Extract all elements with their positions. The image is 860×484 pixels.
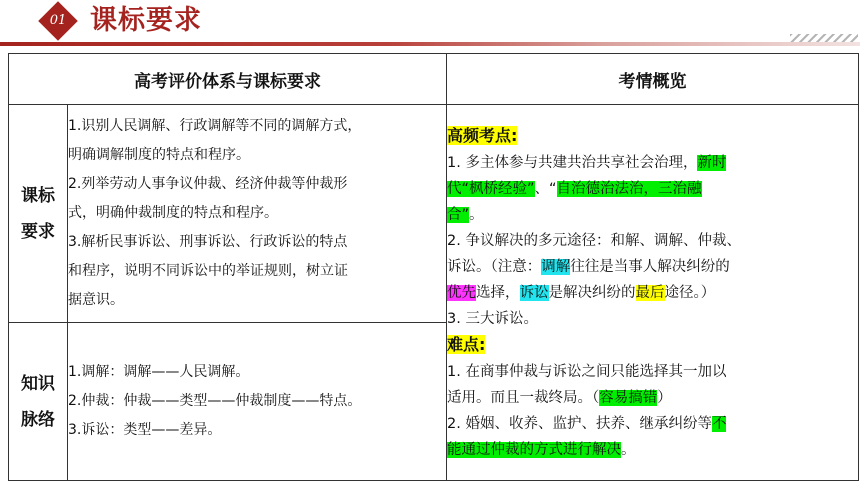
content-line: 2.列举劳动人事争议仲裁、经济仲裁等仲裁形 [68,176,348,192]
section-number: 01 [49,13,67,28]
highlight-yellow: 最后 [635,284,665,301]
overview-text: 1. 在商事仲裁与诉讼之间只能选择其一加以 [447,363,727,380]
content-line: 1.调解：调解——人民调解。 [68,364,250,380]
content-line: 1.识别人民调解、行政调解等不同的调解方式， [68,118,362,134]
overview-text: 2. 争议解决的多元途径：和解、调解、仲裁、 [447,232,741,249]
highlight-green: 代“枫桥经验” [447,180,535,197]
overview-content [447,105,859,481]
overview-text: 往往是当事人解决纠纷的 [570,258,730,275]
col2-header: 考情概览 [447,54,859,105]
header-rule [0,42,860,46]
row-label-line: 课标 [21,185,55,206]
curriculum-content [68,105,447,323]
overview-text: 诉讼。（注意： [447,258,542,275]
row-label-line: 要求 [21,221,55,242]
knowledge-content [68,323,447,481]
content-line: 明确调解制度的特点和程序。 [68,147,250,163]
row-label-line: 脉络 [21,409,55,430]
table-header-row [9,54,859,105]
highlight-green: 容易搞错 [599,389,658,406]
highlight-green: 能通过仲裁的方式进行解决 [447,441,621,458]
row-label-knowledge [9,323,68,481]
requirements-table [8,53,859,481]
page-title: 课标要求 [90,5,202,36]
overview-text: 3. 三大诉讼。 [447,310,538,327]
content-line: 式，明确仲裁制度的特点和程序。 [68,205,278,221]
content-line: 和程序，说明不同诉讼中的举证规则，树立证 [68,263,348,279]
highlight-magenta: 优先 [447,284,476,301]
content-line: 3.诉讼：类型——差异。 [68,422,222,438]
overview-text: 。 [621,441,636,458]
overview-text: 选择， [476,284,520,301]
highlight-cyan: 诉讼 [519,284,549,301]
overview-text: 、“ [534,180,557,197]
highlight-cyan: 调解 [541,258,571,275]
row-label-curriculum [9,105,68,323]
highlight-green: 新时 [697,154,727,171]
overview-text: 2. 婚姻、收养、监护、扶养、继承纠纷等 [447,415,712,432]
overview-text: 。 [469,206,484,223]
row-label-line: 知识 [21,373,55,394]
slide-header [0,0,860,46]
highlight-green: 自治德治法治，三治融 [556,180,702,197]
table-row [9,105,859,323]
col1-header: 高考评价体系与课标要求 [9,54,447,105]
difficult-points-title: 难点: [447,334,486,354]
highlight-green: 不 [711,415,727,432]
high-frequency-title: 高频考点: [447,125,518,145]
overview-text: 途径。） [664,284,716,301]
content-line: 3.解析民事诉讼、刑事诉讼、行政诉讼的特点 [68,234,348,250]
overview-text: 是解决纠纷的 [548,284,636,301]
overview-text: ） [657,389,672,406]
content-line: 据意识。 [68,292,124,308]
overview-text: 1. 多主体参与共建共治共享社会治理， [447,154,698,171]
highlight-green: 合” [447,206,470,223]
content-line: 2.仲裁：仲裁——类型——仲裁制度——特点。 [68,393,362,409]
overview-text: 适用。而且一裁终局。（ [447,389,600,406]
